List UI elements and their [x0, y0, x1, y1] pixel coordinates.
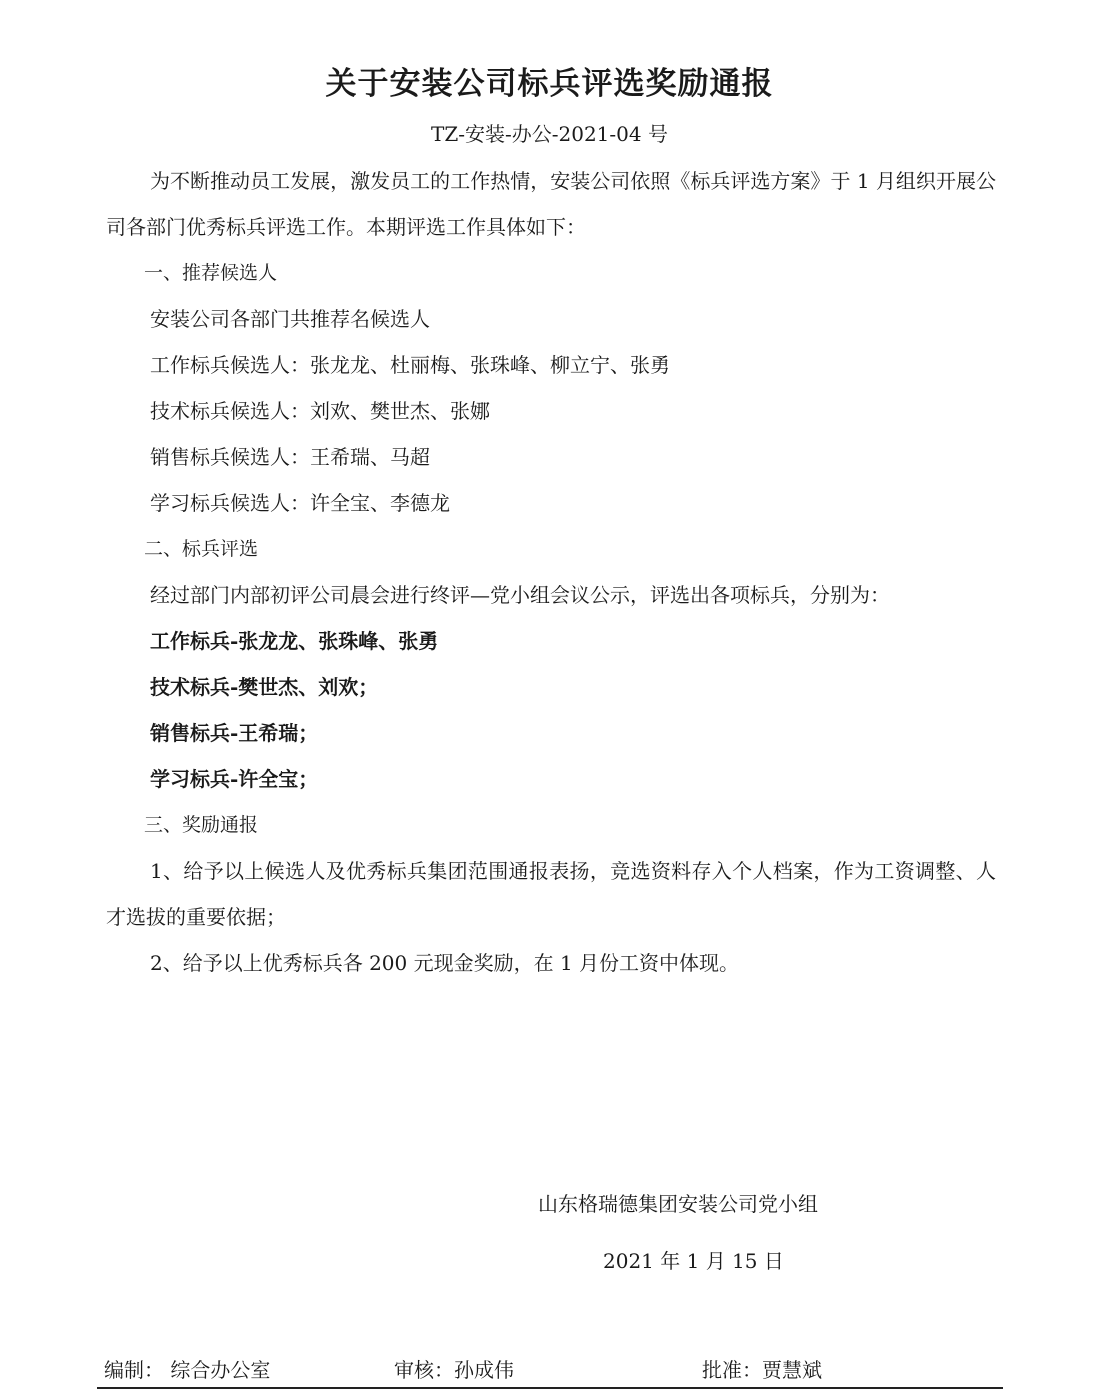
- document-body: [106, 158, 996, 986]
- candidate-line-tech: 技术标兵候选人：刘欢、樊世杰、张娜: [150, 399, 490, 423]
- reward-item-2: 2、给予以上优秀标兵各 200 元现金奖励，在 1 月份工资中体现。: [150, 951, 740, 975]
- section1-heading: 一、推荐候选人: [144, 262, 278, 284]
- candidate-line-study: 学习标兵候选人：许全宝、李德龙: [150, 491, 450, 515]
- reward-item-1: 1、给予以上候选人及优秀标兵集团范围通报表扬，竞选资料存入个人档案，作为工资调整、人才选拔的重要依据；: [106, 859, 996, 929]
- approved-by: 批准：贾慧斌: [702, 1358, 822, 1382]
- intro-paragraph: 为不断推动员工发展，激发员工的工作热情，安装公司依照《标兵评选方案》于 1 月组织开展公司各部门优秀标兵评选工作。本期评选工作具体如下：: [106, 169, 996, 239]
- reviewed-by: 审核：孙成伟: [394, 1358, 514, 1382]
- document-number: TZ-安装-办公-2021-04 号: [431, 122, 668, 146]
- winner-line-sales: 销售标兵-王希瑞；: [150, 721, 319, 745]
- winner-line-tech: 技术标兵-樊世杰、刘欢；: [150, 675, 379, 699]
- prepared-by: 编制： 综合办公室: [104, 1358, 271, 1382]
- issue-date: 2021 年 1 月 15 日: [603, 1249, 784, 1273]
- document-title: 关于安装公司标兵评选奖励通报: [325, 66, 774, 102]
- section2-heading: 二、标兵评选: [144, 538, 259, 560]
- section3-heading: 三、奖励通报: [144, 814, 259, 836]
- candidate-line-sales: 销售标兵候选人：王希瑞、马超: [150, 445, 430, 469]
- candidate-line-work: 工作标兵候选人：张龙龙、杜丽梅、张珠峰、柳立宁、张勇: [150, 353, 670, 377]
- footer-divider: [97, 1387, 1003, 1389]
- winner-line-work: 工作标兵-张龙龙、张珠峰、张勇: [150, 629, 439, 653]
- issuing-organization: 山东格瑞德集团安装公司党小组: [538, 1192, 818, 1216]
- selection-intro: 经过部门内部初评公司晨会进行终评—党小组会议公示，评选出各项标兵，分别为：: [150, 583, 890, 607]
- approval-footer: [104, 1354, 1004, 1384]
- candidate-summary: 安装公司各部门共推荐名候选人: [150, 307, 430, 331]
- winner-line-study: 学习标兵-许全宝；: [150, 767, 319, 791]
